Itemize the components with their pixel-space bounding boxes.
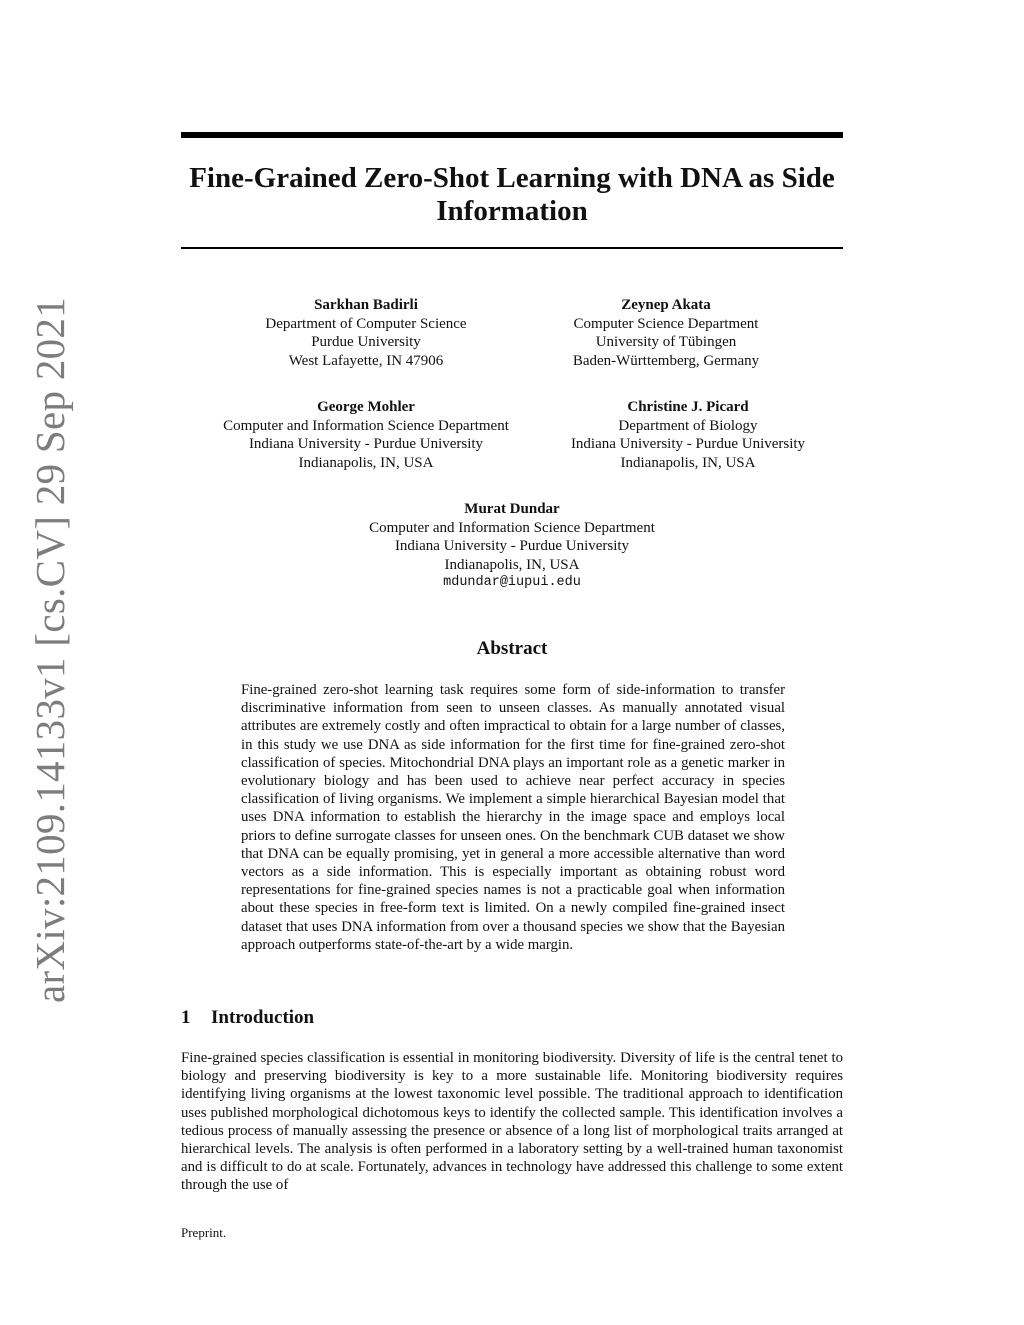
author-name: Sarkhan Badirli — [314, 297, 418, 313]
author-affiliation-line: Purdue University — [311, 334, 421, 350]
author-block — [189, 398, 543, 472]
author-name: Zeynep Akata — [621, 297, 711, 313]
author-affiliation-line: Computer and Information Science Department — [223, 417, 509, 434]
author-affiliation-line: Department of Computer Science — [265, 315, 467, 332]
abstract-text: Fine-grained zero-shot learning task requires some form of side-information to transfer discriminative information from seen to unseen classes. As manually annotated visual attributes are extremely costly and often impractical to obtain for a large number of classes, in this study we use DNA as side information for the first time for fine-grained zero-shot classification of species. Mitochondrial DNA plays an important role as a genetic marker in evolutionary biology and has been used to achieve near perfect accuracy in species classification of living organisms. We implement a simple hierarchical Bayesian model that uses DNA information to establish the hierarchy in the image space and employs local priors to define surrogate classes for unseen ones. On the benchmark CUB dataset we show that DNA can be equally promising, yet in general a more accessible alternative than word vectors as a side information. This is especially important as obtaining robust word representations for fine-grained species names is not a practicable goal when information about these species in free-form text is limited. On a newly compiled fine-grained insect dataset that uses DNA information from over a thousand species we show that the Bayesian approach outperforms state-of-the-art by a wide margin. — [241, 682, 785, 953]
author-email: mdundar@iupui.edu — [443, 575, 581, 590]
author-affiliation-line: Indianapolis, IN, USA — [620, 454, 756, 471]
abstract-heading: Abstract — [476, 638, 548, 659]
author-affiliation-line: Baden-Württemberg, Germany — [572, 352, 760, 369]
section-title: Introduction — [211, 1007, 315, 1028]
author-affiliation-line: University of Tübingen — [595, 334, 737, 350]
paper-title — [181, 162, 843, 228]
title-top-rule — [181, 132, 843, 138]
author-block — [543, 398, 833, 472]
author-affiliation-line: West Lafayette, IN 47906 — [288, 352, 444, 369]
author-affiliation-line: Indiana University - Purdue University — [394, 538, 630, 554]
section-heading — [181, 1007, 314, 1029]
author-name: Christine J. Picard — [627, 399, 749, 415]
author-block — [216, 296, 516, 370]
title-bottom-rule — [181, 247, 843, 249]
author-affiliation-line: Department of Biology — [618, 417, 758, 434]
author-block — [516, 296, 816, 370]
introduction-text: Fine-grained species classification is essential in monitoring biodiversity. Diversity of life is the central tenet to biology and preserving biodiversity is key to a more sustainable life. Monitoring biodiversity requires identifying living organisms at the lowest taxonomic level possible. The traditional approach to identification uses published morphological dichotomous keys to identify the collected sample. This identification involves a tedious process of manually assessing the presence or absence of a long list of morphological traits arranged at hierarchical levels. The analysis is often performed in a laboratory setting by a well-trained human taxonomist and is difficult to do at scale. Fortunately, advances in technology have addressed this challenge to some extent through the use of — [181, 1050, 843, 1194]
footer-note: Preprint. — [181, 1225, 227, 1240]
author-affiliation-line: Computer and Information Science Department — [369, 519, 655, 536]
section-number: 1 — [181, 1007, 191, 1028]
author-affiliation-line: Indianapolis, IN, USA — [444, 556, 580, 573]
paper-title-line-1: Fine-Grained Zero-Shot Learning with DNA as Side — [189, 162, 835, 194]
paper-title-line-2: Information — [436, 195, 588, 227]
arxiv-identifier-stamp: arXiv:2109.14133v1 [cs.CV] 29 Sep 2021 — [27, 296, 73, 1004]
author-affiliation-line: Indianapolis, IN, USA — [298, 454, 434, 471]
author-affiliation-line: Indiana University - Purdue University — [248, 436, 484, 452]
author-name: George Mohler — [317, 399, 415, 415]
author-affiliation-line: Computer Science Department — [573, 315, 759, 332]
author-name: Murat Dundar — [464, 501, 560, 517]
author-block — [312, 500, 712, 593]
author-affiliation-line: Indiana University - Purdue University — [570, 436, 806, 452]
